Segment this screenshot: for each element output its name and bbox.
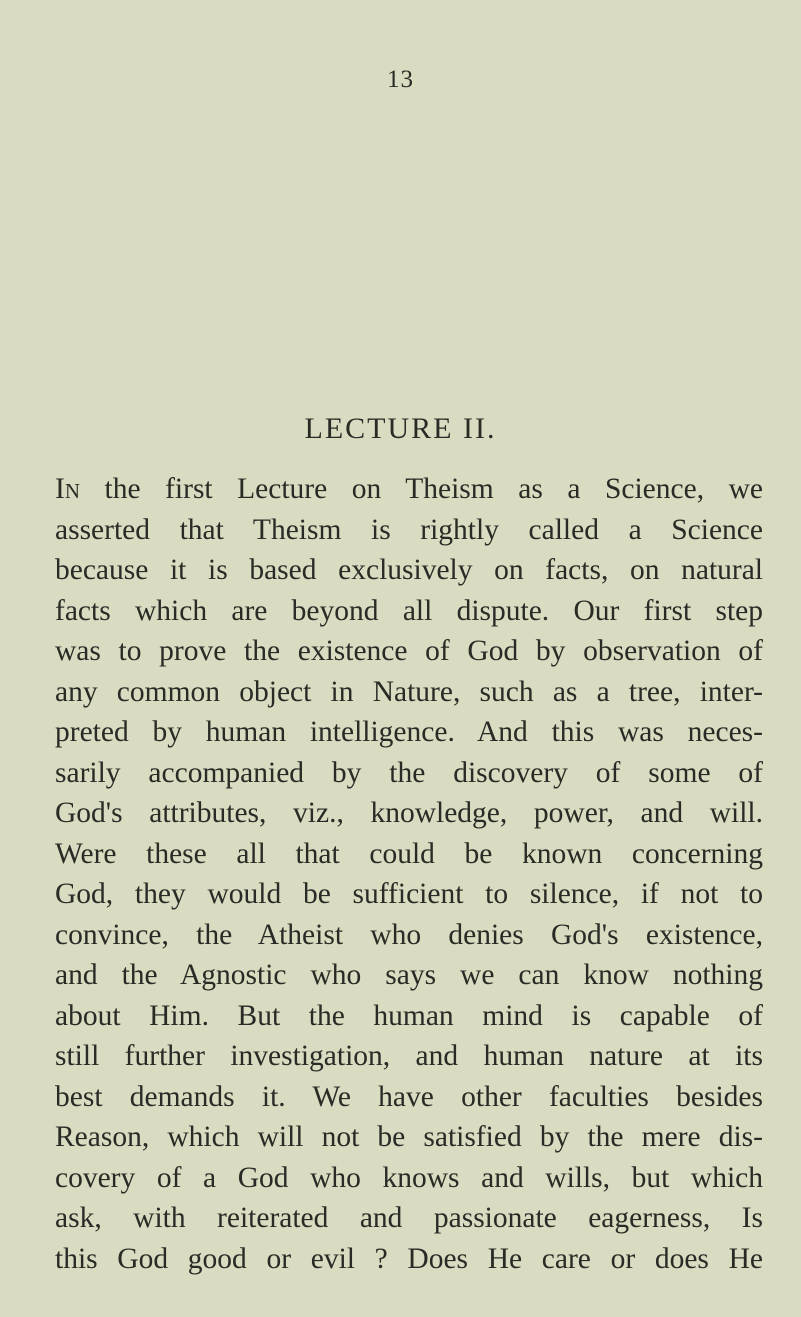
text-line: still further investigation, and human nature at its	[55, 1040, 763, 1072]
text-line: any common object in Nature, such as a tree, inter-	[55, 675, 763, 708]
text-line-content: the first Lecture on Theism as a Science, we	[80, 473, 763, 505]
body-text	[55, 469, 763, 1279]
lecture-heading: LECTURE II.	[304, 412, 497, 445]
text-line: about Him. But the human mind is capable of	[55, 999, 763, 1032]
opening-word: In	[55, 473, 80, 505]
text-line: convince, the Atheist who denies God's existence,	[55, 918, 763, 951]
text-line: God's attributes, viz., knowledge, power, and will.	[55, 797, 763, 829]
text-line: covery of a God who knows and wills, but which	[55, 1161, 763, 1194]
text-line: ask, with reiterated and passionate eagerness, Is	[55, 1202, 763, 1234]
text-line: facts which are beyond all dispute. Our first step	[55, 594, 763, 627]
text-line: asserted that Theism is rightly called a Science	[55, 513, 763, 546]
text-line: preted by human intelligence. And this was neces-	[55, 716, 763, 748]
text-line: and the Agnostic who says we can know nothing	[55, 959, 763, 991]
text-line: was to prove the existence of God by observation of	[55, 635, 763, 667]
text-line: sarily accompanied by the discovery of some of	[55, 756, 763, 789]
page-number: 13	[387, 66, 414, 93]
text-line: God, they would be sufficient to silence, if not to	[55, 878, 763, 910]
text-line: Were these all that could be known concerning	[55, 837, 763, 870]
text-line: because it is based exclusively on facts, on natural	[55, 554, 763, 586]
text-line	[55, 469, 763, 510]
text-line: Reason, which will not be satisfied by the mere dis-	[55, 1121, 763, 1153]
text-line: this God good or evil ? Does He care or does He	[55, 1242, 763, 1275]
text-line: best demands it. We have other faculties besides	[55, 1080, 763, 1113]
